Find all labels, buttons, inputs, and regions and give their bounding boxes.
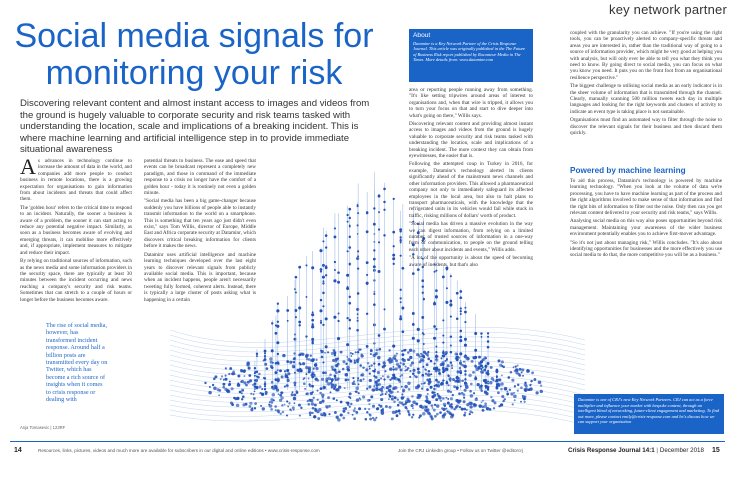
col3-p5: "A lot of the opportunity is about the speed of becoming aware of incidents, but that's also — [409, 255, 533, 268]
pull-quote: The rise of social media, however, has transformed incident response. Around half a billion posts are transmitted every day on Twitter, which has become a rich source of insights when it comes to crisis response or dealing with — [46, 322, 108, 404]
standfirst: Discovering relevant content and almost instant access to images and videos from the ground is hugely valuable to corporate security and risk teams tasked with understanding the location, scale and implications of a breaking incident. This is where machine learning and artificial intelligence step in to provide immediate situational awareness — [20, 98, 370, 156]
col2-p3: Dataminr uses artificial intelligence and machine learning techniques developed over the last eight years to discover relevant signals from publicly available social media. This is important, because when an incident happens, people aren't necessarily tweeting fully formed, coherent alerts. Instead, there is typically a large cluster of posts asking what is happening in a certain — [144, 251, 256, 303]
col4-p5: Analysing social media on this way also poses opportunities beyond risk management. Maintaining your awareness of the wider business environment potentially enables you to achieve first-mover advantage. — [570, 218, 722, 238]
page-number-right: 15 — [712, 447, 720, 454]
about-text: Dataminr is a Key Network Partner of the Crisis Response Journal. This article was originally published in the The Future of Business Risk report published by Raconteur Media in The Times. More details from: www.dataminr.com — [413, 41, 526, 63]
footer-left-text: Resources, links, pictures, videos and much more are available for subscribers in our digital and online editions • www.crisis-response.com — [38, 448, 320, 453]
journal-date: December 2018 — [659, 447, 704, 454]
image-credit: Anja Tomasevic | 123RF — [20, 425, 66, 430]
article-column-2 — [144, 158, 256, 303]
journal-issue: 14:1 — [642, 447, 655, 454]
header-brand: key network partner — [609, 2, 727, 17]
page-number-left: 14 — [14, 447, 22, 454]
about-box — [409, 29, 533, 82]
col4-p6: "So it's not just about managing risk," Willis concludes. "It's also about identifying opportunities for businesses and the more effectively you use social media to do that, the more competitive you will be as a business." — [570, 239, 722, 259]
col2-p1: potential threats to business. The ease and speed that events can be broadcast represent a completely new paradigm, and those in command of the immediate response to a crisis no longer have the comfort of a golden hour - today it is routinely not even a golden minute. — [144, 158, 256, 197]
page-footer — [0, 439, 735, 484]
article-column-4b — [570, 178, 722, 273]
col4-p1: coupled with the granularity you can achieve. "If you're using the right tools, you can be proactively alerted to company-specific threats and areas you are interested in, rather than the traditional way of going to a source of information provider, which might be very good at helping you with analysis, but will only ever be able to tell you what they think you need to know. By going direct to social media, you can focus on what you know you need. It puts you on the front foot from an organisational resilience perspective." — [570, 30, 722, 81]
linkedin-link[interactable]: Join the CRJ LinkedIn group • Follow us on Twitter @editorcrj — [398, 448, 523, 453]
footer-rule — [10, 441, 725, 442]
col1-p2: The 'golden hour' refers to the critical time to respond to an incident. Naturally, the sooner a business is aware of a problem, the sooner it can start acting to reduce any potential negative impact. Similarly, as soon as a business becomes aware of evolving and emerging threats, it can mobilise more effectively and, if appropriate, implement measures to mitigate and reduce their impact. — [20, 204, 132, 256]
col4-p4: To aid this process, Dataminr's technology is powered by machine learning technology. "When you look at the volume of data we're processing, you have to have machine learning as part of the process and the right algorithms involved to make sense of that information and find the right bits of information to filter out the noise. Only then can you get relevant content delivered to your security and risk teams," says Willis. — [570, 178, 722, 217]
article-column-3 — [409, 87, 533, 287]
partner-info-box: Dataminr is one of CRJ's new Key Network Partners. CRJ can act as a force multiplier and influence your market with bespoke content, through an intelligent blend of networking, future-client engagement and marketing. To find out more, please contact emily@crisis-response.com and let's discuss how we can support your organisation — [574, 394, 724, 434]
journal-name: Crisis Response Journal — [568, 447, 641, 454]
page-title: Social media signals for monitoring your risk — [14, 17, 374, 92]
col3-p1: area or reporting people running away from something. "It's like setting tripwires around areas of interest to organisations and, when that wire is tripped, it allows you to turn your focus on that and start to dive deeper into what's going on there," Willis says. — [409, 87, 533, 119]
col1-p1: s advances in technology continue to increase the amount of data in the world, and companies add more people to conduct business in remote locations, there is a growing expectation for organisations to gain information from about incidents and threats that could affect them. — [20, 158, 132, 203]
col4-p3: Organisations must find an automated way to filter through the noise to discover the relevant signals for their business and then discard them quickly. — [570, 117, 722, 137]
footer-center-text[interactable] — [398, 448, 548, 453]
col3-p4: "Social media has driven a massive evolution in the way we can digest information, from relying on a limited number of trusted sources of information in a one-way form of communication, to people on the ground telling each other about incidents and events," Willis adds. — [409, 221, 533, 253]
col1-p3: By relying on traditional sources of information, such as the news media and some information providers in the security space, there are typically at least 30 minutes between the incident occurring and news reaching a company's security and risk teams. Sometimes that can stretch to a couple of hours or longer before the business becomes aware. — [20, 258, 132, 303]
article-column-4 — [570, 30, 722, 163]
article-column-1 — [20, 154, 132, 323]
footer-journal: Crisis Response Journal 14:1 | December 2018 — [568, 447, 704, 454]
col3-p3: Following the attempted coup in Turkey in 2016, for example, Dataminr's technology alerted its clients significantly ahead of the mainstream news channels and other information providers. This allowed a pharmaceutical company not only to immediately safeguard its affected employees in the local area, but also to halt plans to transport pharmaceuticals, with the knowledge that the refrigerated units in its vehicles would fail while stuck in traffic, risking millions of dollars' worth of product. — [409, 161, 533, 219]
about-title: About — [413, 32, 431, 39]
subhead-machine-learning: Powered by machine learning — [570, 166, 686, 175]
col4-p2: The biggest challenge to utilising social media as an early indicator is in the sheer volume of information that is transmitted through the channel. Clearly, manually scanning 500 million tweets each day in multiple languages and looking for the right keywords and clusters of activity to indicate an event type is taking place is not sustainable. — [570, 83, 722, 115]
col3-p2: Discovering relevant content and providing almost instant access to images and videos from the ground is hugely valuable to corporate security and risk teams tasked with understanding the location, scale and implications of a breaking incident. The more context they can obtain from eyewitnesses, the easier that is. — [409, 121, 533, 160]
col2-p2: "Social media has been a big game-changer because suddenly you have billions of people able to instantly transmit information to the world on a smartphone. This is something that ten years ago just didn't even exist," says Tom Willis, director of Europe, Middle East and Africa corporate security at Dataminr, which discovers critical breaking information for clients before it makes the news. — [144, 198, 256, 250]
drop-cap: A — [20, 154, 36, 179]
